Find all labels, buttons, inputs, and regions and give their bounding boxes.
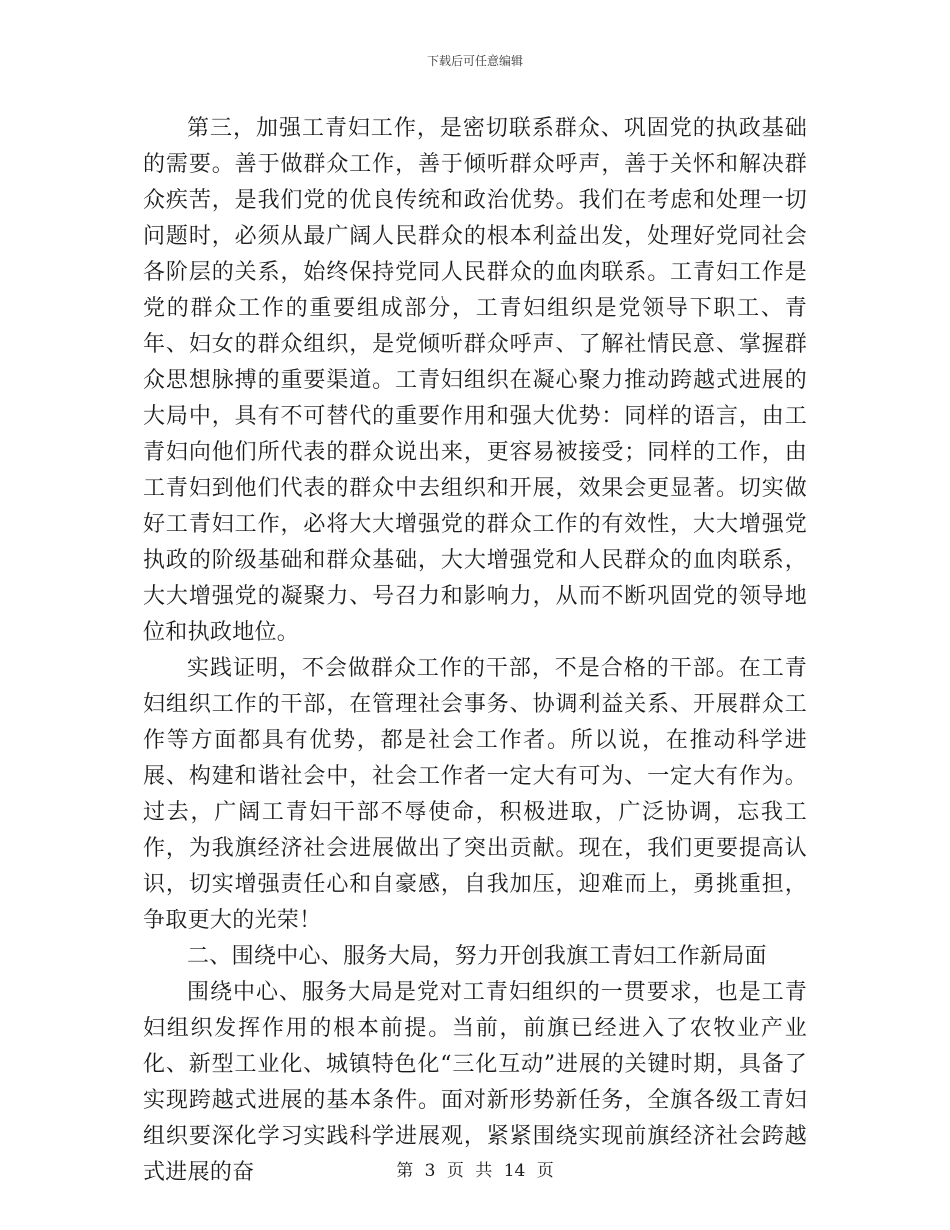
paragraph: 围绕中心、服务大局是党对工青妇组织的一贯要求，也是工青妇组织发挥作用的根本前提。当前，前旗已经进入了农牧业产业化、新型工业化、城镇特色化“三化互动”进展的关键时期，具备了实现跨越式进展的基本条件。面对新形势新任务，全旗各级工青妇组织要深化学习实践科学进展观，紧紧围绕实现前旗经济社会跨越式进展的奋 <box>143 980 807 1185</box>
page-number: 第 3 页 共 14 页 <box>396 1161 554 1181</box>
page-header: 下载后可任意编辑 <box>426 54 523 68</box>
document-body <box>143 111 807 1191</box>
section-heading: 二、围绕中心、服务大局，努力开创我旗工青妇工作新局面 <box>187 944 767 969</box>
paragraph: 第三，加强工青妇工作，是密切联系群众、巩固党的执政基础的需要。善于做群众工作，善于倾听群众呼声，善于关怀和解决群众疾苦，是我们党的优良传统和政治优势。我们在考虑和处理一切问题时，必须从最广阔人民群众的根本利益出发，处理好党同社会各阶层的关系，始终保持党同人民群众的血肉联系。工青妇工作是党的群众工作的重要组成部分，工青妇组织是党领导下职工、青年、妇女的群众组织，是党倾听群众呼声、了解社情民意、掌握群众思想脉搏的重要渠道。工青妇组织在凝心聚力推动跨越式进展的大局中，具有不可替代的重要作用和强大优势：同样的语言，由工青妇向他们所代表的群众说出来，更容易被接受；同样的工作，由工青妇到他们代表的群众中去组织和开展，效果会更显著。切实做好工青妇工作，必将大大增强党的群众工作的有效性，大大增强党执政的阶级基础和群众基础，大大增强党和人民群众的血肉联系，大大增强党的凝聚力、号召力和影响力，从而不断巩固党的领导地位和执政地位。 <box>143 116 807 645</box>
paragraph: 实践证明，不会做群众工作的干部，不是合格的干部。在工青妇组织工作的干部，在管理社会事务、协调利益关系、开展群众工作等方面都具有优势，都是社会工作者。所以说，在推动科学进展、构建和谐社会中，社会工作者一定大有可为、一定大有作为。过去，广阔工青妇干部不辱使命，积极进取，广泛协调，忘我工作，为我旗经济社会进展做出了突出贡献。现在，我们更要提高认识，切实增强责任心和自豪感，自我加压，迎难而上，勇挑重担，争取更大的光荣！ <box>143 656 807 933</box>
